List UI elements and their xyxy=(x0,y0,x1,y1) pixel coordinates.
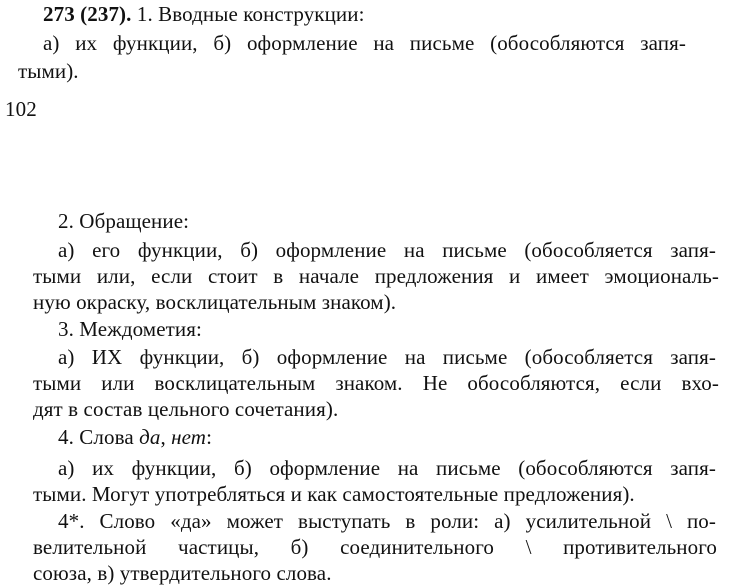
item3-line3: дят в состав цельного сочетания). xyxy=(33,397,339,421)
item1-line2: тыми). xyxy=(18,59,79,83)
item1-heading-line xyxy=(43,1,683,27)
item4-line1: а) их функции, б) оформление на письме (обособляются запя- xyxy=(58,456,716,480)
item5-line1: 4*. Слово «да» может выступать в роли: а) усилительной \ по- xyxy=(58,509,716,533)
item4-line2: тыми. Могут употребляться и как самостоятельные предложения). xyxy=(33,482,635,506)
item2-line3: ную окраску, восклицательным знаком). xyxy=(33,290,397,314)
task-number: 273 (237). xyxy=(43,2,132,26)
item4-heading-prefix: 4. Слова xyxy=(58,425,140,449)
item1-heading: 1. Вводные конструкции: xyxy=(136,2,365,26)
item3-line1: а) ИХ функции, б) оформление на письме (обособляется запя- xyxy=(58,345,716,369)
item4-colon: : xyxy=(206,425,213,449)
item2-line1: а) его функции, б) оформление на письме (обособляется запя- xyxy=(58,238,716,262)
item4-heading xyxy=(58,424,212,450)
item4-word-net: нет xyxy=(171,425,207,449)
item5-line3: союза, в) утвердительного слова. xyxy=(33,561,332,585)
item4-word-da: да xyxy=(139,425,161,449)
item1-line1: а) их функции, б) оформление на письме (обособляются запя- xyxy=(43,31,686,55)
page-number: 102 xyxy=(5,97,37,121)
item4-comma: , xyxy=(160,425,172,449)
item3-line2: тыми или восклицательным знаком. Не обособляются, если вхо- xyxy=(33,371,719,395)
item2-line2: тыми или, если стоит в начале предложения и имеет эмоциональ- xyxy=(33,264,719,288)
item5-line2: велительной частицы, б) соединительного \ противительного xyxy=(33,535,717,559)
item3-heading: 3. Междометия: xyxy=(58,317,202,341)
item2-heading: 2. Обращение: xyxy=(58,209,190,233)
